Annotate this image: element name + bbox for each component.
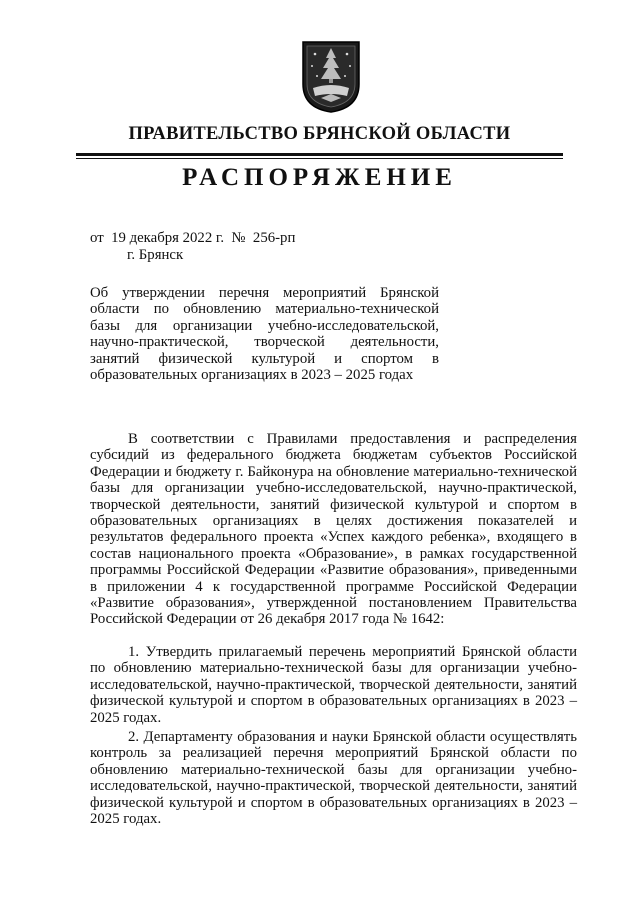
organization-title: ПРАВИТЕЛЬСТВО БРЯНСКОЙ ОБЛАСТИ bbox=[128, 124, 511, 144]
preamble-paragraph: В соответствии с Правилами предоставления и распределения субсидий из федерального бюджета бюджетам субъектов Российской Федерации и бюджету г. Байконура на обновление материально-технической базы для организации учебно-исследовательской, научно-практической, творческой деятельности, занятий физической культурой и спортом в образовательных организациях в целях достижения показателей и результатов федерального проекта «Успех каждого ребенка», входящего в состав национального проекта «Образование», в рамках государственной программы Российской Федерации «Развитие образования», приведенными в приложении 4 к государственной программе Российской Федерации «Развитие образования», утвержденной постановлением Правительства Российской Федерации от 26 декабря 2017 года № 1642: bbox=[90, 431, 577, 628]
document-date-number: от 19 декабря 2022 г. № 256-рп bbox=[90, 230, 296, 246]
document-type-title: РАСПОРЯЖЕНИЕ bbox=[182, 164, 457, 191]
header-divider-thin bbox=[76, 158, 563, 159]
document-city: г. Брянск bbox=[127, 247, 184, 263]
resolution-item-2: 2. Департаменту образования и науки Брянской области осуществлять контроль за реализацией перечня мероприятий Брянской области по обновлению материально-технической базы для организации учебно-исследовательской, научно-практической, творческой деятельности, занятий физической культурой и спортом в образовательных организациях в 2023 – 2025 годах. bbox=[90, 729, 577, 828]
document-subject: Об утверждении перечня мероприятий Брянской области по обновлению материально-технической базы для организации учебно-исследовательской, научно-практической, творческой деятельности, занятий физической культурой и спортом в образовательных организациях в 2023 – 2025 годах bbox=[90, 285, 439, 384]
coat-of-arms-icon bbox=[299, 38, 363, 114]
header-divider-thick bbox=[76, 153, 563, 156]
resolution-item-1: 1. Утвердить прилагаемый перечень мероприятий Брянской области по обновлению материально-технической базы для организации учебно-исследовательской, научно-практической, творческой деятельности, занятий физической культурой и спортом в образовательных организациях в 2023 – 2025 годах. bbox=[90, 644, 577, 726]
